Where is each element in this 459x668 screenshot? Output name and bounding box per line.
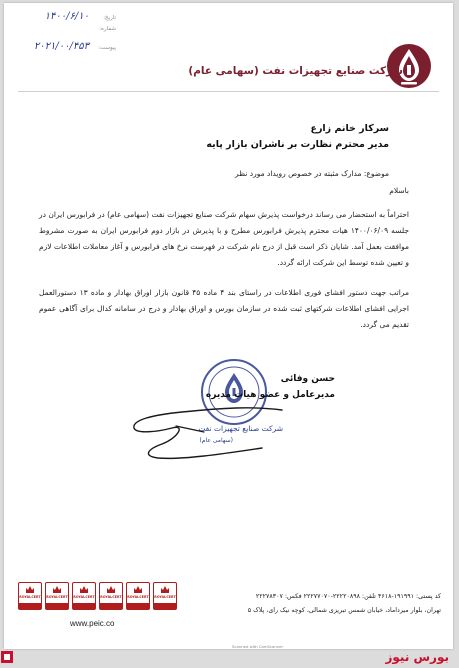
recipient-name: سرکار خانم زارع bbox=[310, 123, 389, 134]
date-label: تاریخ: bbox=[103, 15, 116, 21]
crown-icon bbox=[52, 585, 62, 594]
scanned-note: Scanned with CamScanner bbox=[232, 644, 284, 649]
news-watermark: بورس نیوز bbox=[385, 650, 449, 664]
letter-meta bbox=[16, 11, 116, 56]
certification-badge bbox=[18, 582, 42, 610]
greeting: باسلام bbox=[389, 186, 409, 195]
badge-bar bbox=[46, 603, 68, 609]
letter-page bbox=[4, 3, 453, 649]
signer-title: مدیرعامل و عضو هیات مدیره bbox=[205, 390, 335, 400]
body-paragraph-1: احتراماً به استحضار می رساند درخواست پذیرش سهام شرکت صنایع تجهیزات نفت (سهامی عام) در فرابورس ایران در جلسه ۱۴۰۰/۰۶/۰۹ هیات محترم پذیرش فرابورس مطرح و با پذیرش در بازار دوم فرابورس ایران به صورت مشروط موافقت بعمل آمد. شایان ذکر است قبل از درج نام شرکت در فهرست نرخ های فرابورس و آغاز معاملات اطلاعات لازم و تعیین شده توسط این شرکت ارائه گردد. bbox=[39, 210, 410, 267]
meta-number-row bbox=[16, 26, 116, 41]
handwritten-signature bbox=[112, 398, 292, 468]
footer-contact: کد پستی: ۱۹۱۹۹۱-۴۶۱۸ تلفن: ۲۲۲۲۰۸۹۸-۲۲۲۷۷۰۷۰ فکس: ۲۲۲۷۸۳۰۷ bbox=[255, 593, 441, 600]
crown-icon bbox=[25, 585, 35, 594]
badge-bar bbox=[154, 603, 176, 609]
corner-logo-icon bbox=[0, 650, 14, 664]
badge-label: ROYALCERT bbox=[19, 595, 41, 599]
body-paragraph-2: مراتب جهت دستور افشای فوری اطلاعات در راستای بند ۴ ماده ۴۵ قانون بازار اوراق بهادار و ماده ۱۳ دستورالعمل اجرایی افشای اطلاعات شرکتهای ثبت شده در سازمان بورس و اوراق بهادار و درج در سامانه کدال برای آگاهی عموم تقدیم می گردد. bbox=[39, 288, 409, 329]
crown-icon bbox=[133, 585, 143, 594]
certification-badge bbox=[72, 582, 96, 610]
crown-icon bbox=[79, 585, 89, 594]
badge-bar bbox=[100, 603, 122, 609]
badge-label: ROYALCERT bbox=[46, 595, 68, 599]
crown-icon bbox=[160, 585, 170, 594]
badge-label: ROYALCERT bbox=[127, 595, 149, 599]
badge-label: ROYALCERT bbox=[100, 595, 122, 599]
certification-badges bbox=[18, 582, 177, 610]
certification-badge bbox=[99, 582, 123, 610]
badge-bar bbox=[73, 603, 95, 609]
crown-icon bbox=[106, 585, 116, 594]
stamp-company-text: شرکت صنایع تجهیزات نفت bbox=[198, 424, 283, 433]
stamp-type-text: (سهامی عام) bbox=[199, 437, 233, 444]
signer-name: حسن وفائی bbox=[280, 374, 335, 384]
certification-badge bbox=[153, 582, 177, 610]
company-website: www.peic.co bbox=[70, 619, 115, 628]
meta-attachment-row bbox=[16, 41, 116, 56]
footer-address: تهران، بلوار میرداماد، خیابان شمس تبریزی شمالی، کوچه نیک رای، پلاک ۵ bbox=[247, 607, 441, 614]
header-divider bbox=[18, 91, 439, 92]
company-name: شرکت صنایع تجهیزات نفت (سهامی عام) bbox=[188, 65, 403, 77]
badge-label: ROYALCERT bbox=[154, 595, 176, 599]
badge-label: ROYALCERT bbox=[73, 595, 95, 599]
recipient-title: مدیر محترم نظارت بر ناشران بازار پایه bbox=[206, 139, 389, 150]
attachment-label: پیوست: bbox=[98, 45, 116, 51]
meta-date-row bbox=[16, 11, 116, 26]
date-value: ۱۴۰۰/۶/۱۰ bbox=[44, 11, 89, 22]
badge-bar bbox=[127, 603, 149, 609]
badge-bar bbox=[19, 603, 41, 609]
number-label: شماره: bbox=[99, 26, 116, 32]
attachment-value: ۲۰۲۱/۰۰/۴۵۳ bbox=[33, 41, 89, 52]
certification-badge bbox=[45, 582, 69, 610]
certification-badge bbox=[126, 582, 150, 610]
letter-subject: موضوع: مدارک مثبته در خصوص رویداد مورد نظر bbox=[235, 169, 389, 178]
